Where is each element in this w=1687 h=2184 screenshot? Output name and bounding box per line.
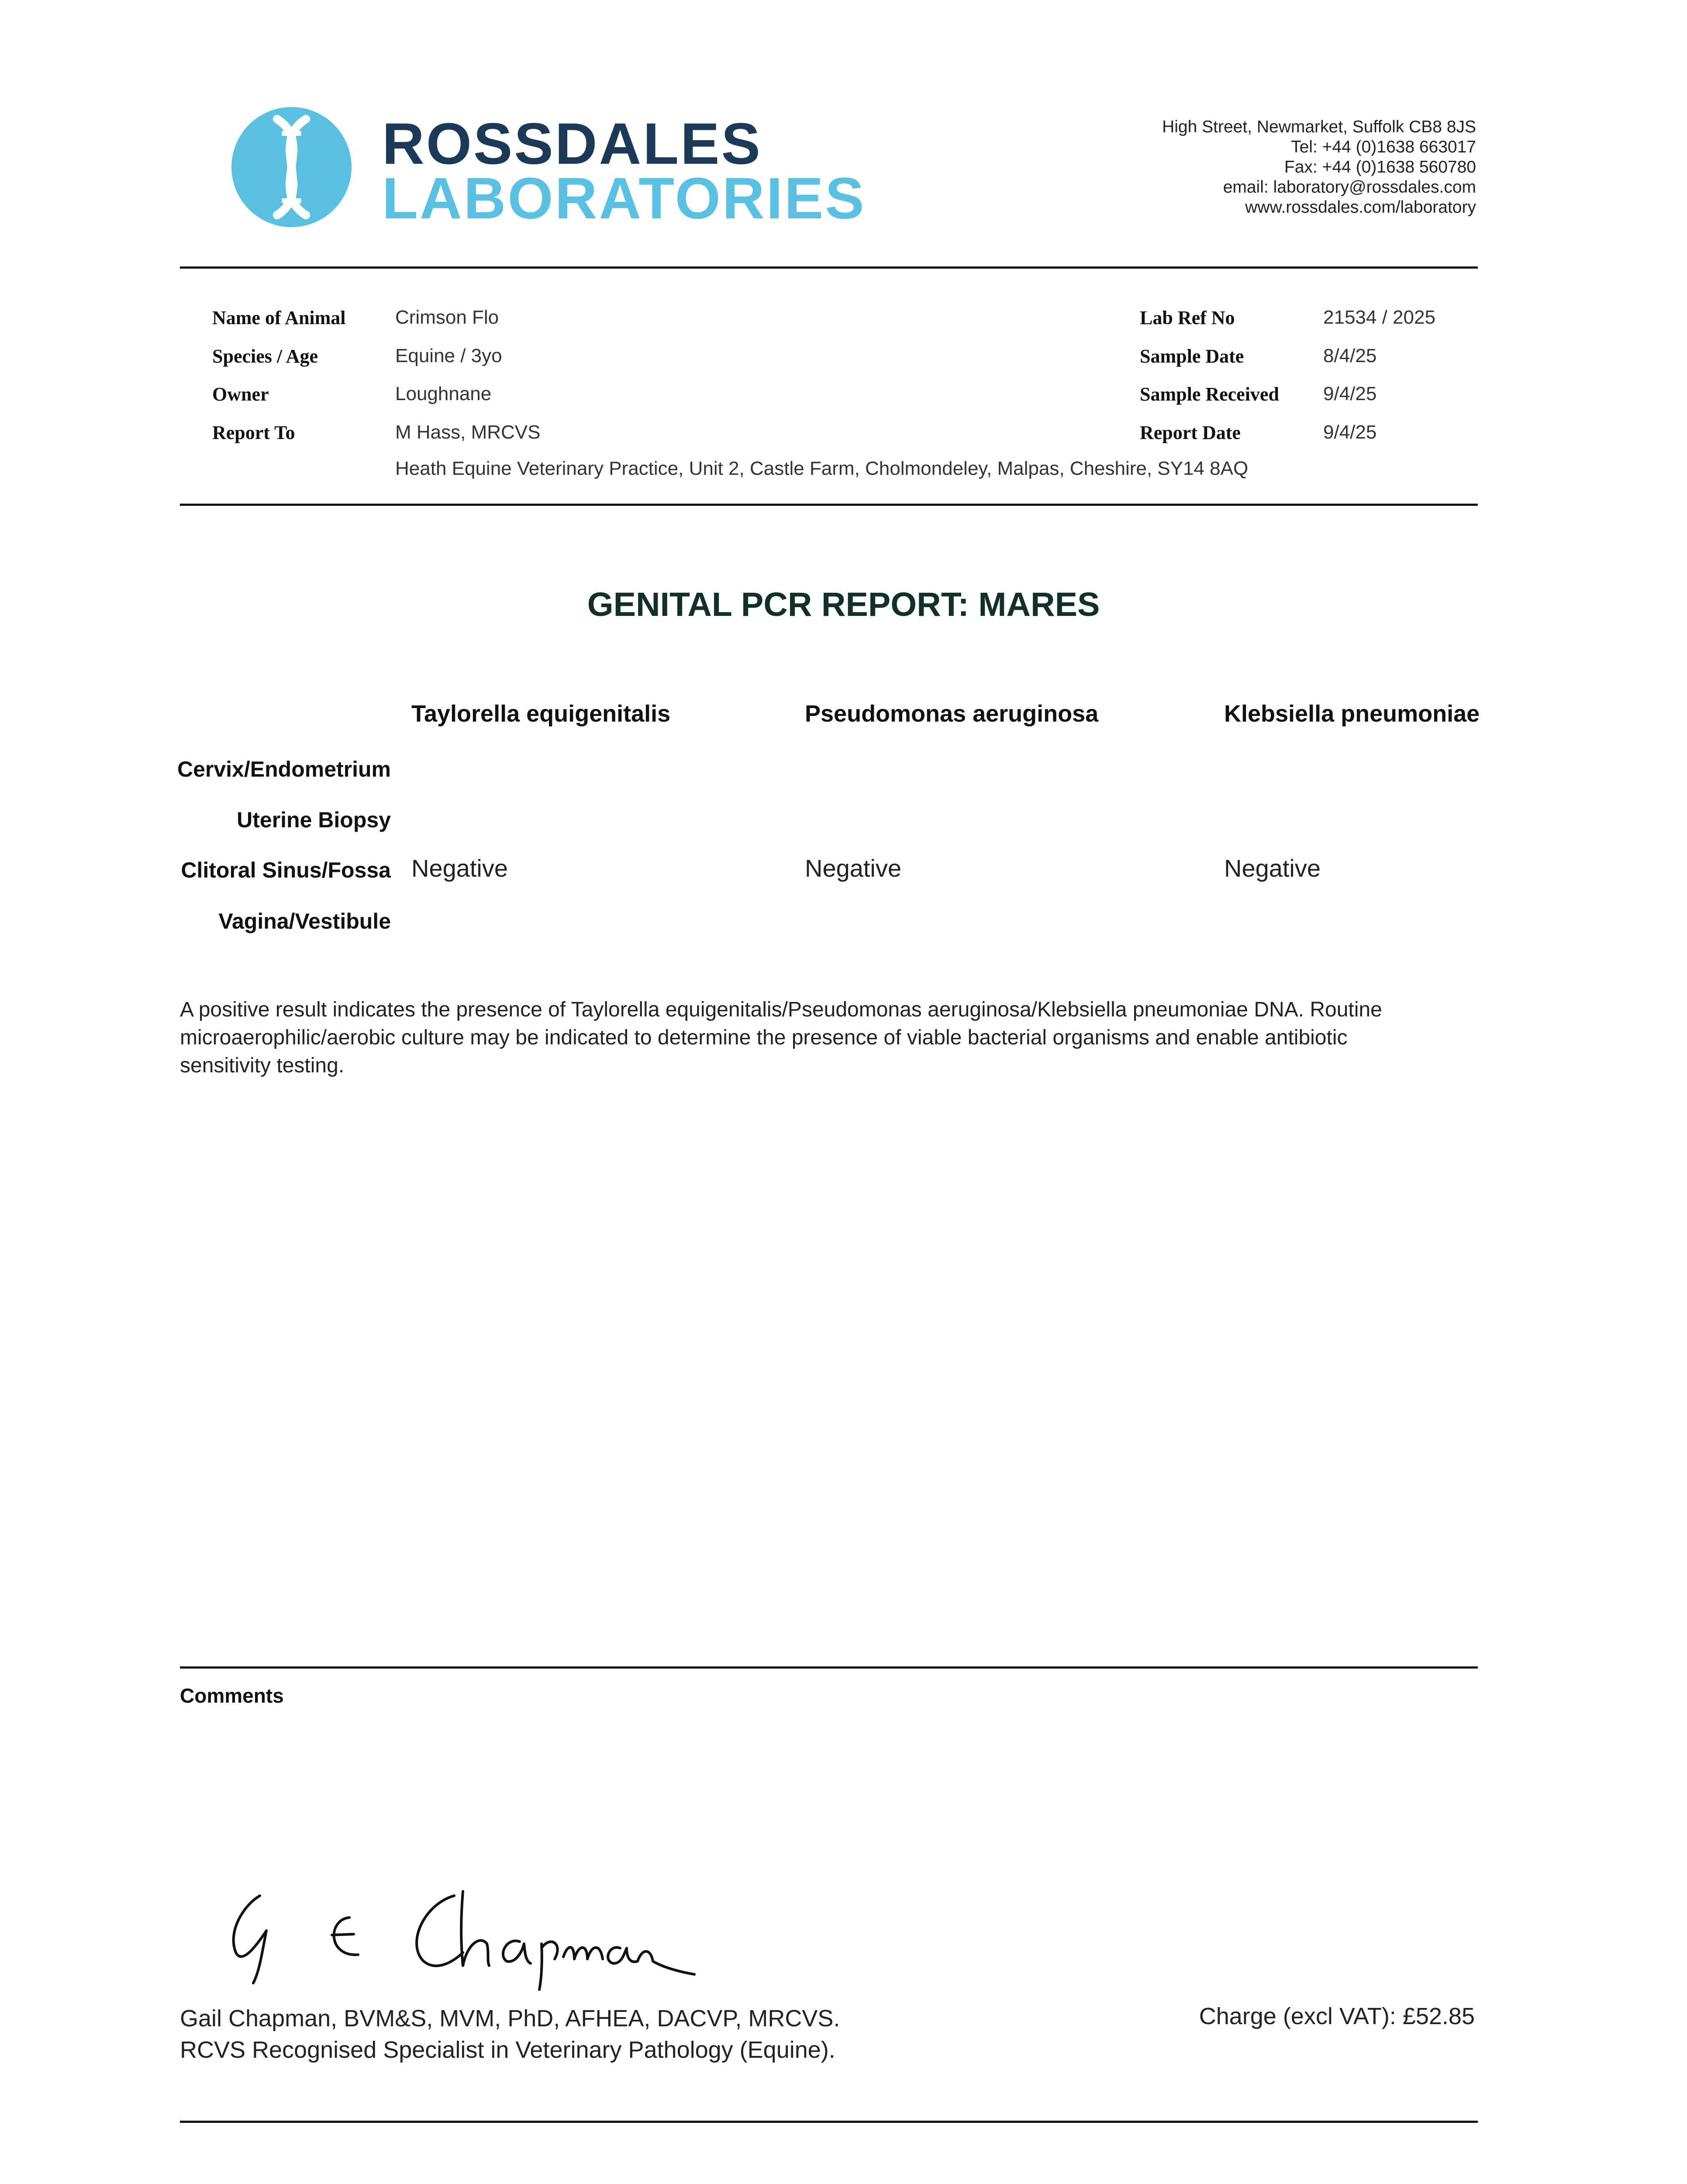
result-clitoral-taylorella: Negative — [411, 854, 508, 882]
lab-ref-label: Lab Ref No — [1140, 307, 1235, 328]
species-age-value: Equine / 3yo — [395, 345, 502, 366]
fax-line: Fax: +44 (0)1638 560780 — [1284, 158, 1476, 176]
laboratory-logo — [231, 105, 887, 236]
comments-label: Comments — [180, 1684, 284, 1707]
details-divider — [180, 504, 1478, 506]
dna-helix-icon — [231, 107, 352, 227]
email-line: email: laboratory@rossdales.com — [1223, 178, 1476, 197]
row-label-clitoral-sinus-fossa: Clitoral Sinus/Fossa — [181, 858, 391, 882]
sample-date-label: Sample Date — [1140, 346, 1244, 367]
address-line: High Street, Newmarket, Suffolk CB8 8JS — [1162, 117, 1476, 136]
website-line: www.rossdales.com/laboratory — [1245, 198, 1476, 217]
signatory-block — [180, 2003, 840, 2066]
result-clitoral-pseudomonas: Negative — [805, 854, 902, 882]
interpretation-note — [180, 996, 1478, 1080]
charge-amount: Charge (excl VAT): £52.85 — [1199, 2003, 1475, 2029]
header-divider — [180, 266, 1478, 269]
sample-received-label: Sample Received — [1140, 384, 1279, 405]
animal-name-label: Name of Animal — [212, 307, 346, 328]
note-line: microaerophilic/aerobic culture may be indicated to determine the presence of viable bacterial organisms and enable antibiotic — [180, 1026, 1348, 1049]
brand-name-line-2: LABORATORIES — [382, 166, 866, 231]
comments-divider — [180, 1666, 1478, 1669]
row-label-uterine-biopsy: Uterine Biopsy — [237, 808, 391, 832]
report-to-label: Report To — [212, 422, 295, 443]
handwritten-signature — [218, 1878, 699, 1992]
signatory-name: Gail Chapman, BVM&S, MVM, PhD, AFHEA, DACVP, MRCVS. — [180, 2005, 840, 2032]
telephone-line: Tel: +44 (0)1638 663017 — [1291, 138, 1476, 156]
signatory-title: RCVS Recognised Specialist in Veterinary Pathology (Equine). — [180, 2037, 835, 2063]
column-header-klebsiella: Klebsiella pneumoniae — [1224, 701, 1480, 727]
note-line: A positive result indicates the presence of Taylorella equigenitalis/Pseudomonas aeruginosa/Klebsiella pneumoniae DNA. Routine — [180, 998, 1382, 1021]
row-label-cervix-endometrium: Cervix/Endometrium — [177, 757, 391, 781]
owner-label: Owner — [212, 384, 269, 405]
row-label-vagina-vestibule: Vagina/Vestibule — [218, 909, 391, 933]
sample-received-value: 9/4/25 — [1323, 383, 1377, 404]
report-date-label: Report Date — [1140, 422, 1241, 443]
brand-name-line-1: ROSSDALES — [382, 111, 762, 176]
practice-address: Heath Equine Veterinary Practice, Unit 2, Castle Farm, Cholmondeley, Malpas, Cheshire, SY14 8AQ — [395, 458, 1249, 479]
sample-date-value: 8/4/25 — [1323, 345, 1377, 366]
animal-name-value: Crimson Flo — [395, 307, 499, 328]
footer-divider — [180, 2121, 1478, 2123]
result-clitoral-klebsiella: Negative — [1224, 854, 1321, 882]
species-age-label: Species / Age — [212, 346, 318, 367]
column-header-taylorella: Taylorella equigenitalis — [411, 701, 671, 727]
lab-ref-value: 21534 / 2025 — [1323, 307, 1435, 328]
report-date-value: 9/4/25 — [1323, 422, 1377, 443]
report-title: GENITAL PCR REPORT: MARES — [587, 586, 1100, 623]
lab-address-block — [1162, 117, 1476, 218]
column-header-pseudomonas: Pseudomonas aeruginosa — [805, 701, 1099, 727]
owner-value: Loughnane — [395, 383, 492, 404]
report-to-value: M Hass, MRCVS — [395, 422, 541, 443]
note-line: sensitivity testing. — [180, 1054, 345, 1077]
